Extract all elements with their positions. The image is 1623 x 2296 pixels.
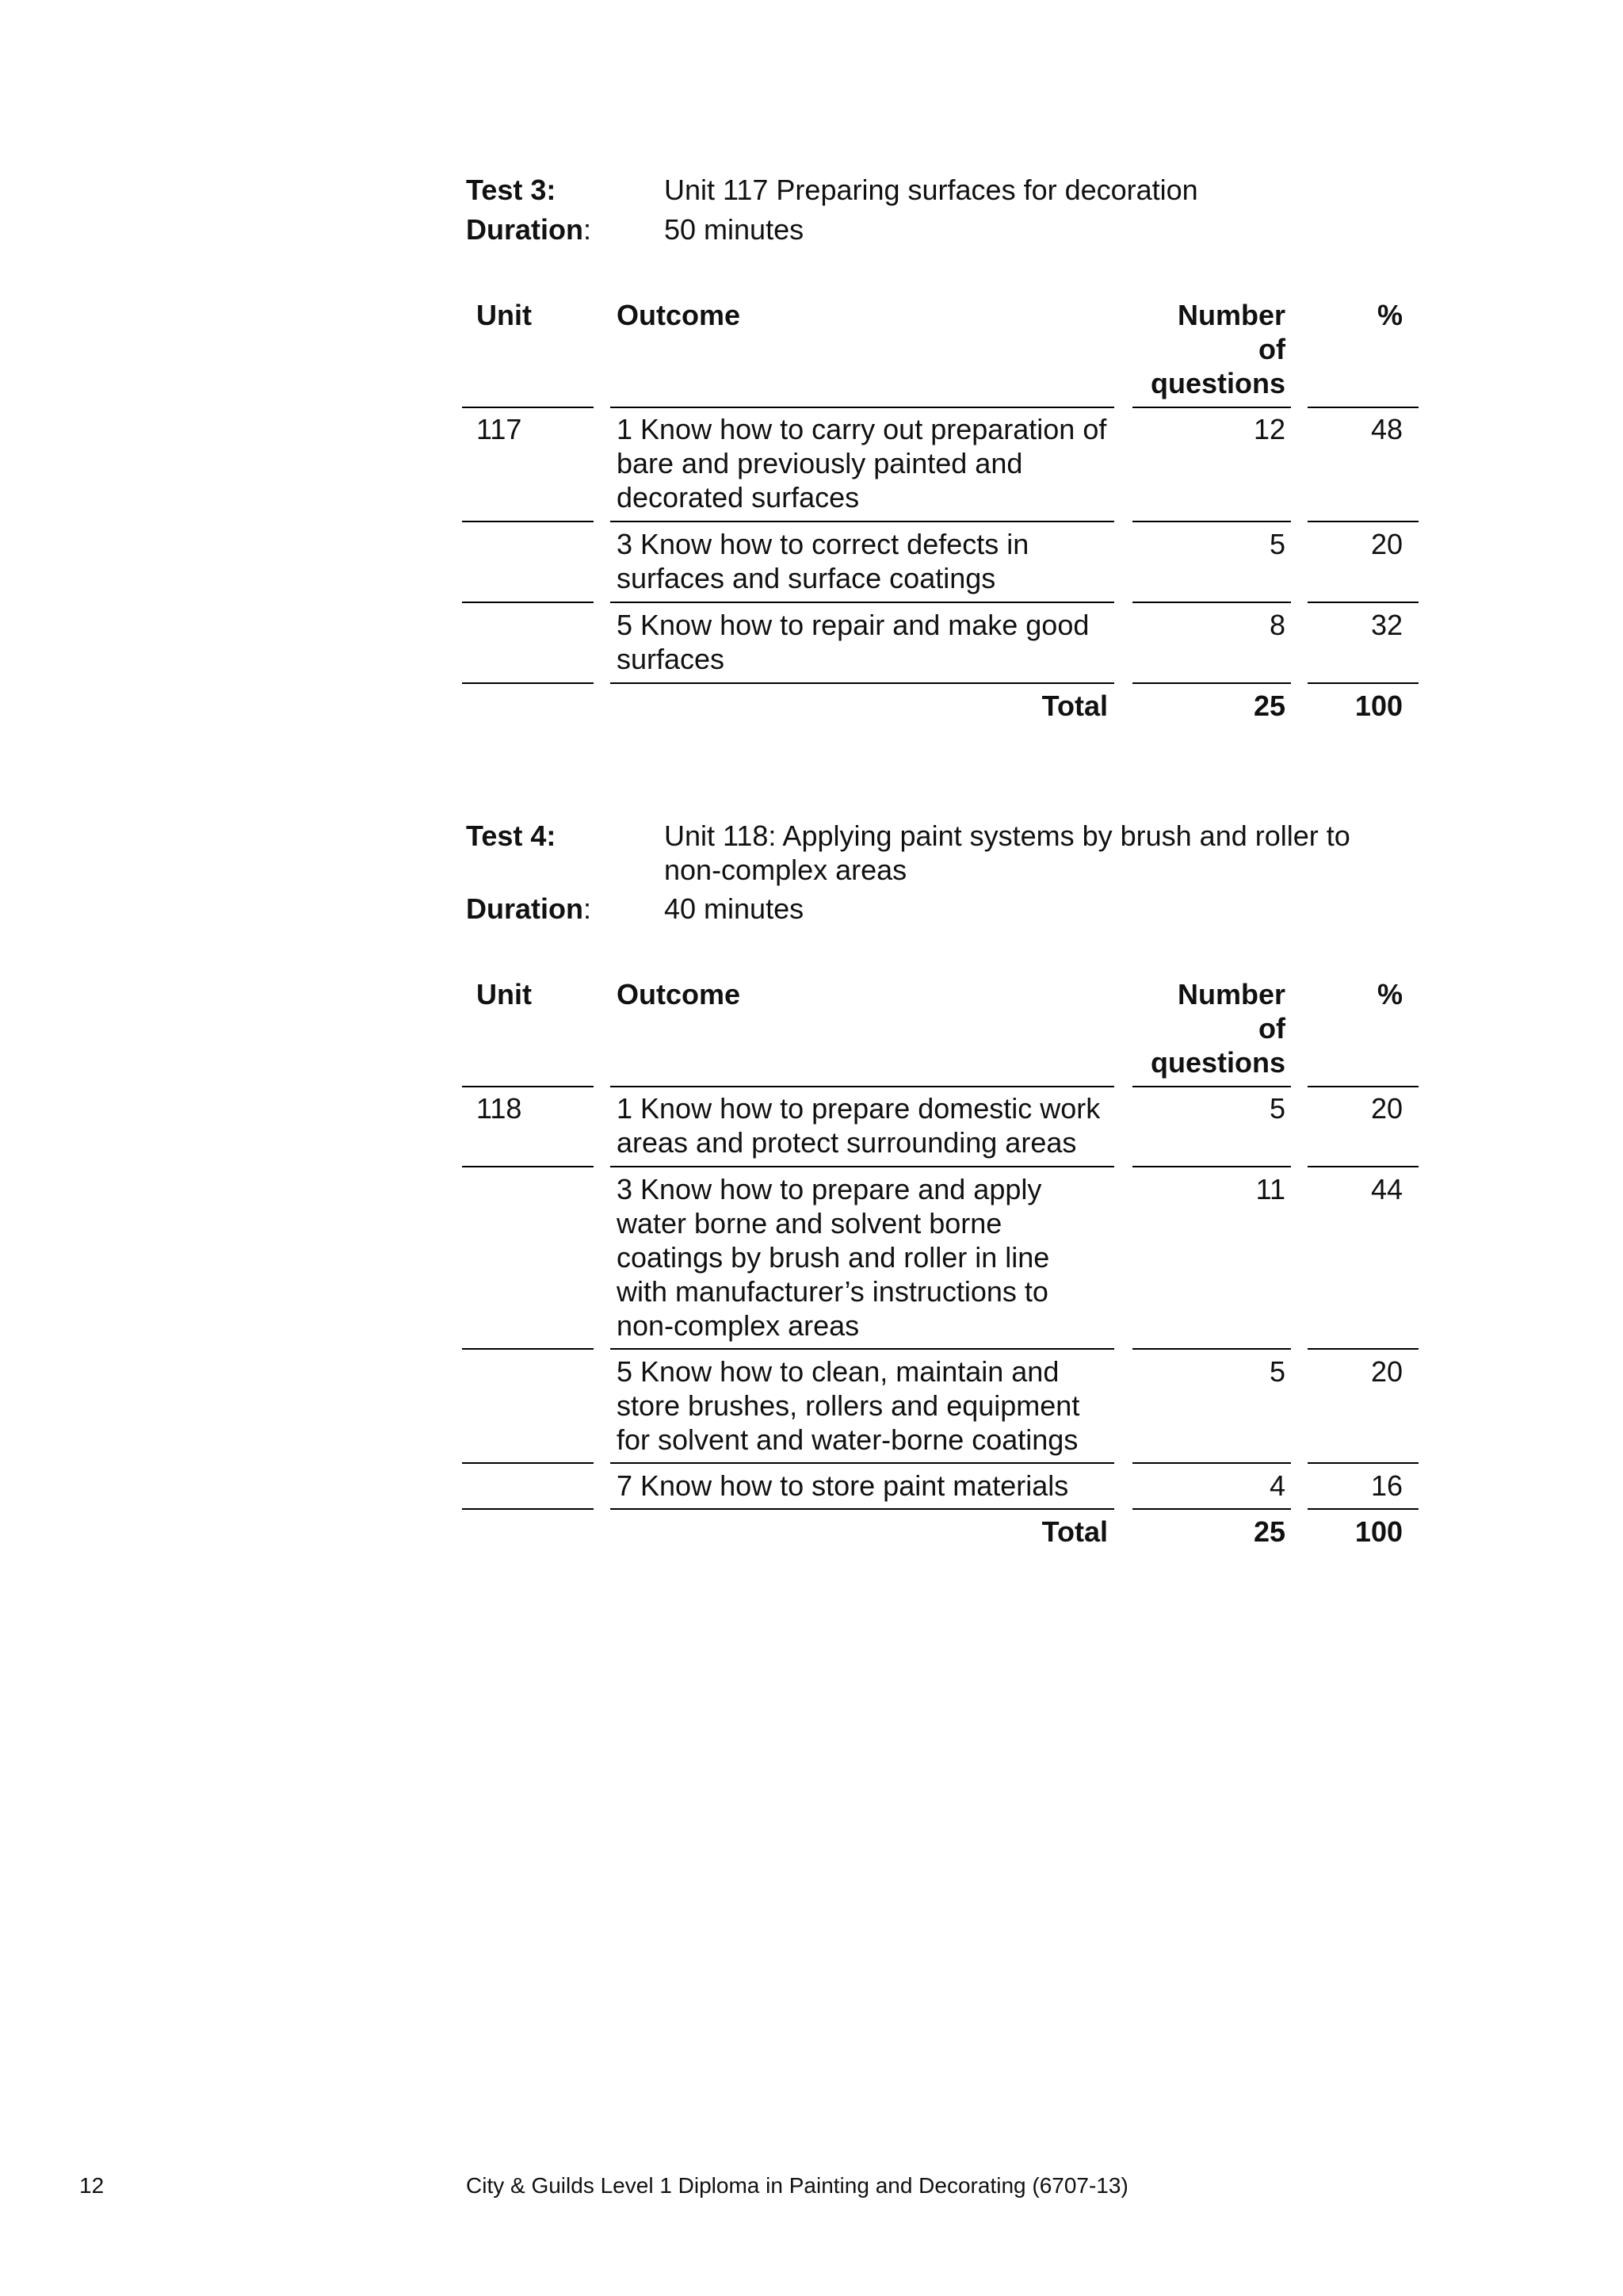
rule	[1132, 682, 1291, 684]
percent-cell: 20	[1370, 1092, 1403, 1125]
rule	[610, 1462, 1114, 1464]
total-label: Total	[1041, 690, 1108, 722]
unit-cell: 118	[476, 1092, 522, 1125]
rule	[610, 1166, 1114, 1167]
rule	[462, 407, 594, 408]
test3-title: Unit 117 Preparing surfaces for decoration	[664, 174, 1198, 206]
test4-title: Unit 118: Applying paint systems by brush and roller to non-complex areas	[664, 819, 1350, 886]
test3-duration-value: 50 minutes	[664, 213, 804, 246]
percent-cell: 16	[1370, 1469, 1403, 1502]
outcome-cell: 3 Know how to prepare and apply water borne and solvent borne coatings by brush and roller in line with manufacturer’s instructions to non-complex areas	[617, 1173, 1050, 1342]
rule	[462, 1462, 594, 1464]
test3-label: Test 3:	[466, 174, 556, 206]
test3-header-number: Number of questions	[1150, 299, 1285, 399]
percent-cell: 48	[1370, 413, 1403, 445]
number-cell: 5	[1269, 528, 1285, 560]
total-number: 25	[1253, 1515, 1285, 1548]
test3-duration-label: Duration:	[466, 213, 592, 246]
rule	[1132, 521, 1291, 522]
rule	[1132, 1508, 1291, 1510]
test4-duration-label: Duration:	[466, 892, 592, 925]
rule	[610, 1348, 1114, 1350]
rule	[1132, 407, 1291, 408]
rule	[610, 602, 1114, 603]
rule	[1308, 1166, 1419, 1167]
rule	[610, 1508, 1114, 1510]
test4-header-number: Number of questions	[1150, 978, 1285, 1079]
document-title: City & Guilds Level 1 Diploma in Painting and Decorating (6707-13)	[466, 2173, 1128, 2198]
rule	[1308, 1086, 1419, 1087]
rule	[610, 407, 1114, 408]
test4-label: Test 4:	[466, 819, 556, 852]
percent-cell: 20	[1370, 1355, 1403, 1388]
outcome-cell: 7 Know how to store paint materials	[617, 1469, 1069, 1502]
rule	[1308, 602, 1419, 603]
number-cell: 4	[1269, 1469, 1285, 1502]
outcome-cell: 5 Know how to clean, maintain and store brushes, rollers and equipment for solvent and water-borne coatings	[617, 1355, 1080, 1456]
total-percent: 100	[1354, 690, 1403, 722]
number-cell: 5	[1269, 1092, 1285, 1125]
percent-cell: 20	[1370, 528, 1403, 560]
rule	[1132, 1462, 1291, 1464]
test3-header-unit: Unit	[476, 299, 532, 331]
rule	[462, 521, 594, 522]
rule	[462, 682, 594, 684]
rule	[1132, 1166, 1291, 1167]
number-cell: 11	[1255, 1173, 1285, 1205]
rule	[1132, 1348, 1291, 1350]
rule	[1308, 521, 1419, 522]
outcome-cell: 3 Know how to correct defects in surfaces and surface coatings	[617, 528, 1029, 594]
test4-duration-value: 40 minutes	[664, 892, 804, 925]
outcome-cell: 5 Know how to repair and make good surfaces	[617, 609, 1090, 675]
test4-header-unit: Unit	[476, 978, 532, 1010]
rule	[1132, 602, 1291, 603]
outcome-cell: 1 Know how to carry out preparation of bare and previously painted and decorated surfaces	[617, 413, 1107, 514]
number-cell: 12	[1253, 413, 1285, 445]
page-number: 12	[79, 2173, 105, 2198]
number-cell: 8	[1269, 609, 1285, 641]
total-number: 25	[1253, 690, 1285, 722]
test4-header-outcome: Outcome	[617, 978, 741, 1010]
rule	[462, 1508, 594, 1510]
rule	[1132, 1086, 1291, 1087]
percent-cell: 44	[1370, 1173, 1403, 1205]
rule	[1308, 407, 1419, 408]
test3-header-outcome: Outcome	[617, 299, 741, 331]
unit-cell: 117	[476, 413, 522, 445]
rule	[462, 1166, 594, 1167]
rule	[462, 1348, 594, 1350]
rule	[1308, 1462, 1419, 1464]
percent-cell: 32	[1370, 609, 1403, 641]
test3-header-percent: %	[1377, 299, 1403, 331]
rule	[610, 682, 1114, 684]
test4-header-percent: %	[1377, 978, 1403, 1010]
total-label: Total	[1041, 1515, 1108, 1548]
rule	[462, 602, 594, 603]
rule	[1308, 1508, 1419, 1510]
rule	[1308, 682, 1419, 684]
rule	[462, 1086, 594, 1087]
rule	[1308, 1348, 1419, 1350]
number-cell: 5	[1269, 1355, 1285, 1388]
total-percent: 100	[1354, 1515, 1403, 1548]
outcome-cell: 1 Know how to prepare domestic work areas and protect surrounding areas	[617, 1092, 1101, 1159]
rule	[610, 1086, 1114, 1087]
rule	[610, 521, 1114, 522]
